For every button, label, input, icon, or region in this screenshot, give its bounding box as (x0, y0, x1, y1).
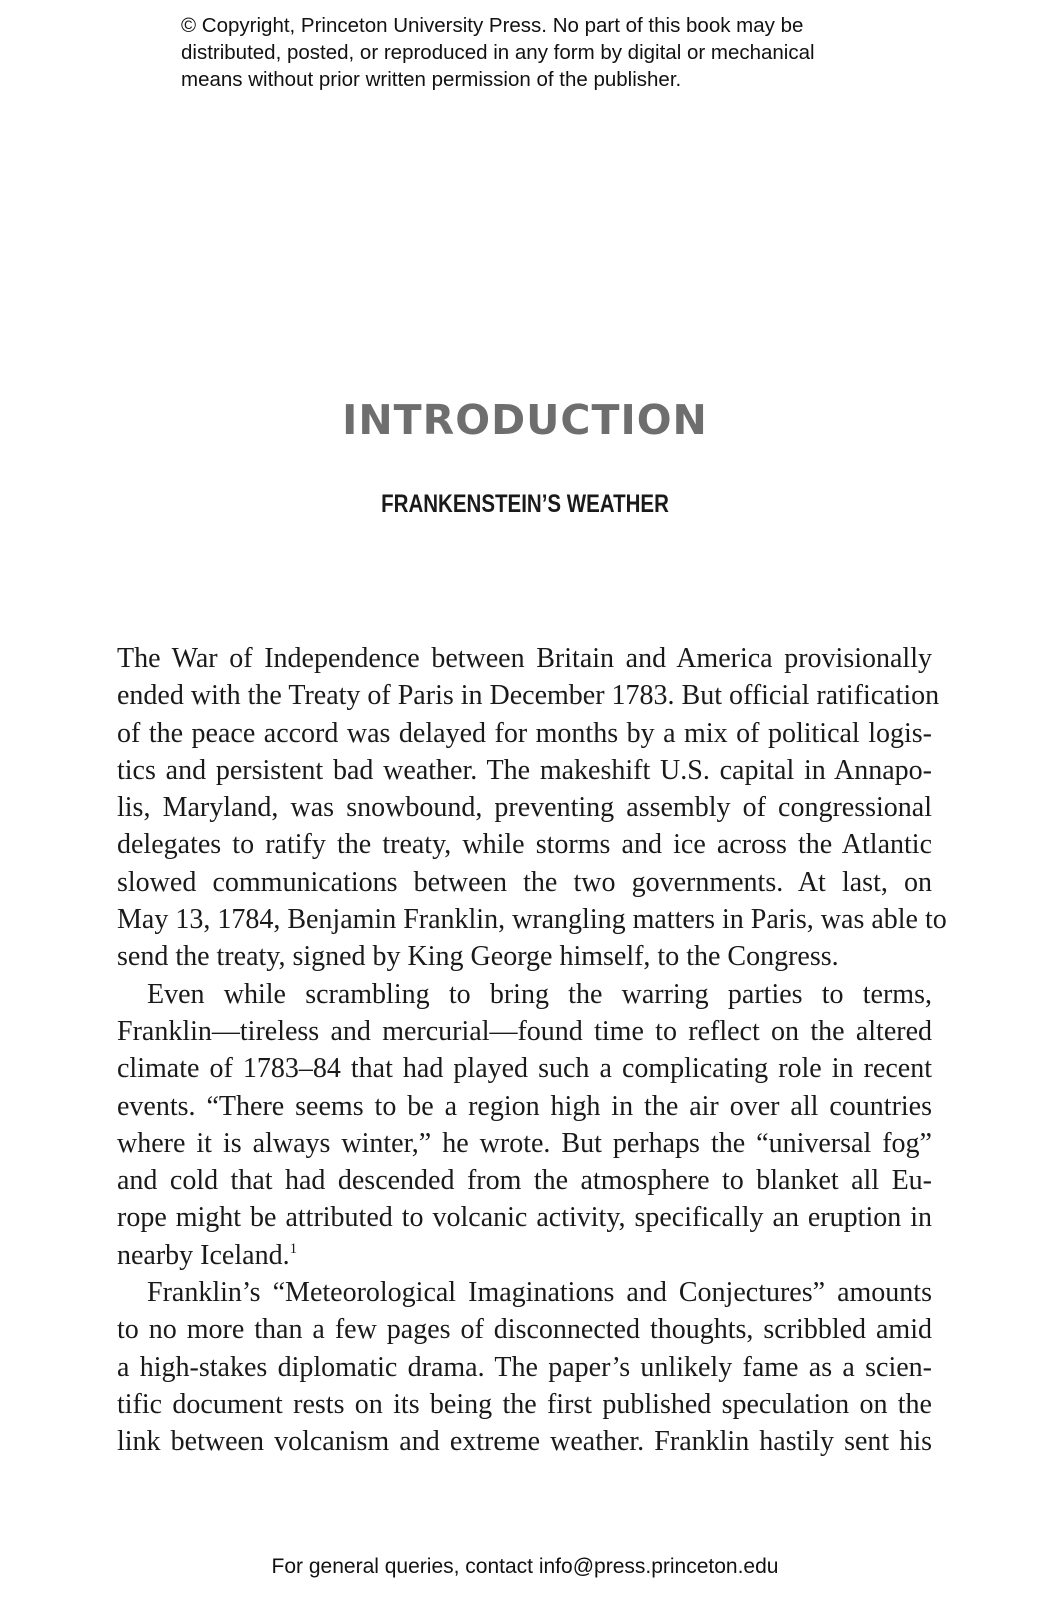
chapter-subtitle: FRANKENSTEIN’S WEATHER (381, 490, 669, 518)
text-line: events. “There seems to be a region high in the air over all countries (117, 1090, 932, 1122)
body-text (117, 640, 947, 1461)
text-line: link between volcanism and extreme weather. Franklin hastily sent his (117, 1426, 932, 1458)
text-line: ended with the Treaty of Paris in December 1783. But official ratification (117, 680, 940, 712)
text-line: delegates to ratify the treaty, while storms and ice across the Atlantic (117, 829, 932, 861)
text-line: The War of Independence between Britain and America provisionally (117, 643, 932, 674)
text-line: slowed communications between the two governments. At last, on (117, 866, 932, 898)
text-line: send the treaty, signed by King George himself, to the Congress. (117, 941, 839, 973)
text-line: Franklin’s “Meteorological Imaginations and Conjectures” amounts (147, 1277, 932, 1309)
text-line: a high-stakes diplomatic drama. The paper’s unlikely fame as a scien- (117, 1351, 932, 1383)
text-line: rope might be attributed to volcanic activity, specifically an eruption in (117, 1202, 932, 1234)
text-line: tics and persistent bad weather. The makeshift U.S. capital in Annapo- (117, 754, 932, 786)
text-line: climate of 1783–84 that had played such a complicating role in recent (117, 1053, 932, 1085)
text-line: of the peace accord was delayed for months by a mix of political logis- (117, 717, 932, 749)
text-line (117, 1237, 932, 1274)
text-line: Even while scrambling to bring the warring parties to terms, (147, 978, 932, 1010)
text-line: tific document rests on its being the first published speculation on the (117, 1388, 932, 1420)
footnote-marker[interactable]: 1 (289, 1240, 298, 1257)
text-fragment: nearby Iceland. (117, 1239, 290, 1271)
text-line: to no more than a few pages of disconnected thoughts, scribbled amid (117, 1314, 932, 1346)
text-line: where it is always winter,” he wrote. But perhaps the “universal fog” (117, 1127, 932, 1159)
text-line: lis, Maryland, was snowbound, preventing assembly of congressional (117, 792, 932, 824)
text-line: May 13, 1784, Benjamin Franklin, wrangling matters in Paris, was able to (117, 904, 947, 936)
text-line: Franklin—tireless and mercurial—found time to reflect on the altered (117, 1015, 932, 1047)
copyright-line: distributed, posted, or reproduced in any form by digital or mechanical (181, 41, 815, 64)
text-line: and cold that had descended from the atmosphere to blanket all Eu- (117, 1165, 932, 1197)
copyright-line: © Copyright, Princeton University Press. No part of this book may be (181, 14, 804, 37)
footer-contact: For general queries, contact info@press.princeton.edu (271, 1555, 779, 1578)
copyright-line: means without prior written permission of the publisher. (181, 68, 682, 91)
chapter-label: INTRODUCTION (342, 396, 708, 444)
copyright-notice (181, 12, 901, 93)
